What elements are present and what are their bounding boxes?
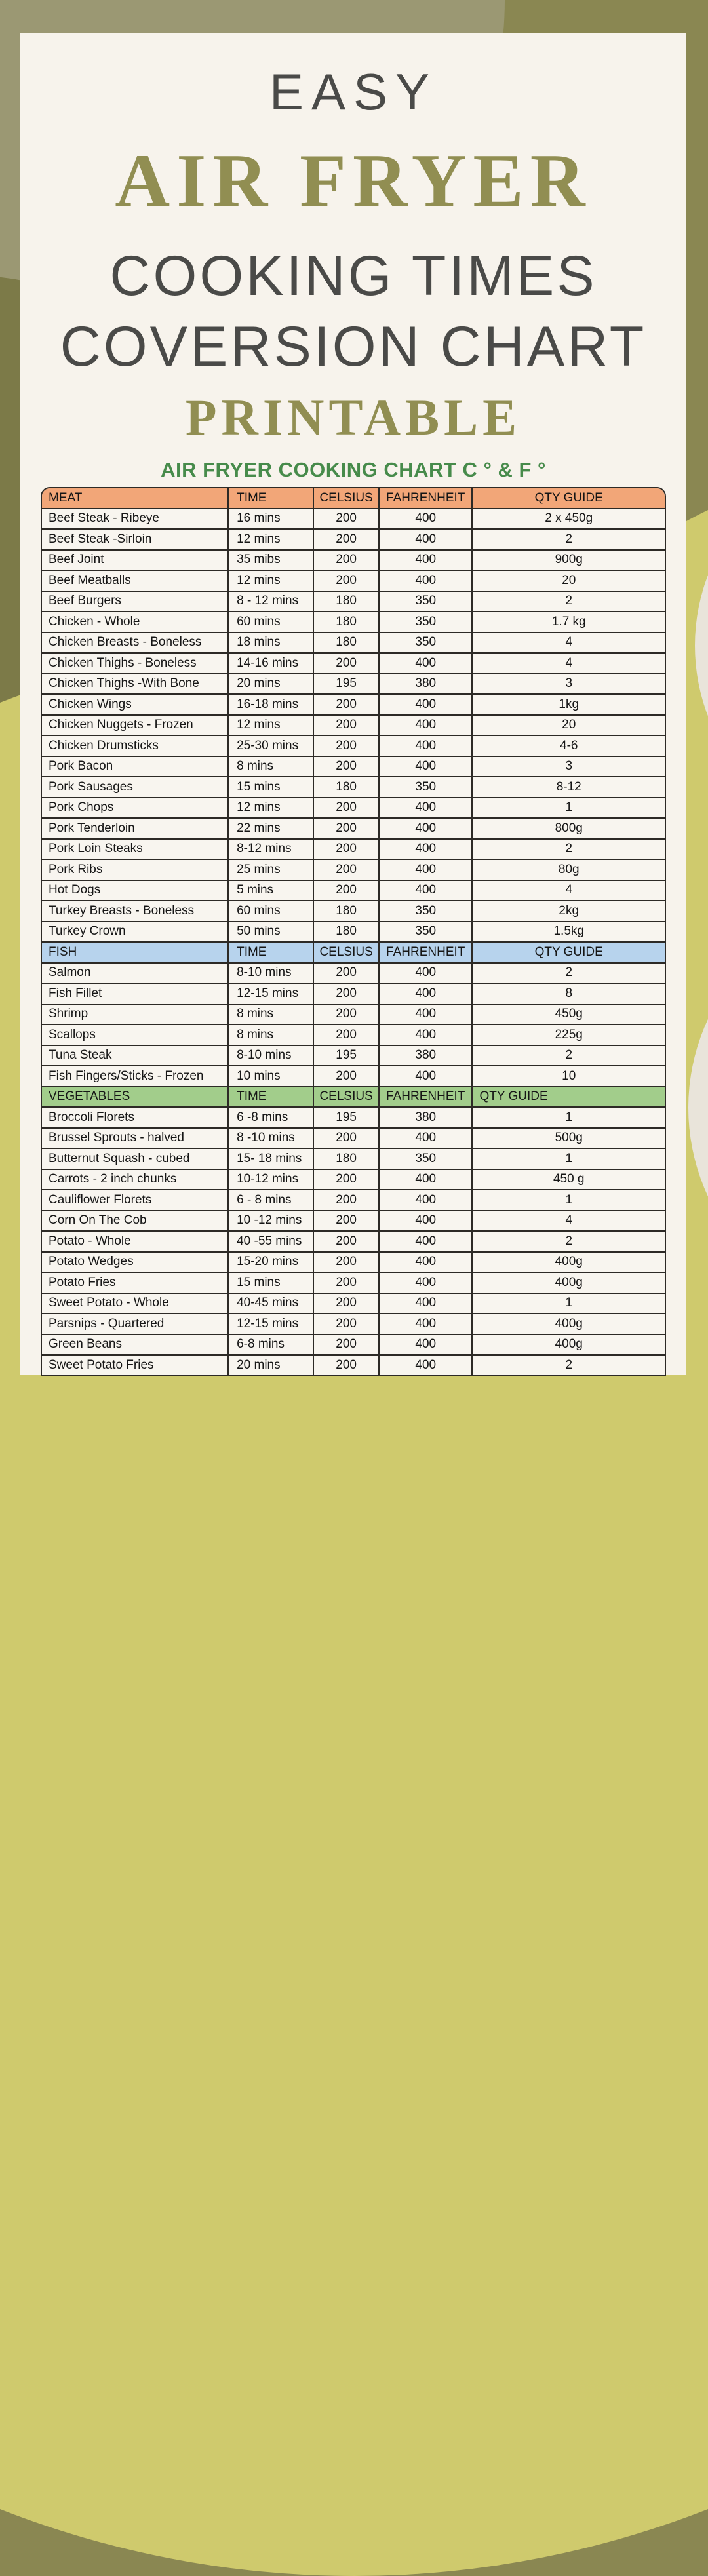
celsius-cell: 195: [313, 674, 378, 694]
time-cell: 25 mins: [227, 860, 313, 880]
table-row: [42, 797, 665, 818]
food-name-cell: Shrimp: [49, 1007, 88, 1021]
food-name-cell: Corn On The Cob: [49, 1213, 147, 1228]
food-name-cell: Potato Wedges: [49, 1255, 134, 1269]
table-row: [42, 693, 665, 714]
fahrenheit-cell: 400: [378, 1314, 472, 1334]
qty-cell: 1: [471, 1190, 665, 1210]
time-cell: 50 mins: [227, 922, 313, 942]
table-row: [42, 1251, 665, 1272]
food-name-cell: Butternut Squash - cubed: [49, 1151, 190, 1165]
table-row: [42, 859, 665, 880]
time-cell: 6-8 mins: [227, 1335, 313, 1355]
time-cell: 8-10 mins: [227, 1046, 313, 1066]
table-row: [42, 673, 665, 694]
celsius-cell: 180: [313, 777, 378, 797]
fahrenheit-cell: 400: [378, 964, 472, 983]
qty-cell: 4: [471, 881, 665, 901]
food-name-cell: Chicken - Whole: [49, 614, 140, 629]
celsius-cell: 200: [313, 1253, 378, 1272]
celsius-cell: 200: [313, 571, 378, 591]
time-cell: 8-10 mins: [227, 964, 313, 983]
table-row: [42, 1065, 665, 1086]
fahrenheit-cell: 400: [378, 1170, 472, 1190]
table-row: [42, 591, 665, 612]
qty-cell: 800g: [471, 819, 665, 838]
fahrenheit-cell: 400: [378, 1005, 472, 1025]
time-cell: 25-30 mins: [227, 736, 313, 756]
time-cell: 12 mins: [227, 716, 313, 735]
qty-cell: 4-6: [471, 736, 665, 756]
table-row: [42, 1230, 665, 1251]
food-name-cell: Pork Loin Steaks: [49, 842, 143, 856]
fahrenheit-cell: 400: [378, 1232, 472, 1251]
fahrenheit-cell: 350: [378, 633, 472, 653]
qty-cell: 80g: [471, 860, 665, 880]
fahrenheit-cell: 400: [378, 860, 472, 880]
time-cell: 6 -8 mins: [227, 1108, 313, 1127]
fahrenheit-cell: 400: [378, 736, 472, 756]
celsius-cell: 180: [313, 592, 378, 612]
food-name-cell: Beef Joint: [49, 553, 104, 567]
celsius-cell: 200: [313, 1190, 378, 1210]
fahrenheit-cell: 400: [378, 798, 472, 818]
fahrenheit-cell: 400: [378, 509, 472, 529]
qty-cell: 3: [471, 674, 665, 694]
time-cell: 12 mins: [227, 530, 313, 549]
food-name-cell: Beef Meatballs: [49, 573, 131, 587]
food-name-cell: Scallops: [49, 1027, 96, 1042]
table-row: [42, 1045, 665, 1066]
celsius-cell: 200: [313, 1314, 378, 1334]
qty-cell: 8: [471, 984, 665, 1004]
celsius-cell: 200: [313, 736, 378, 756]
printable-card: [20, 33, 686, 1375]
food-name-cell: Chicken Breasts - Boneless: [49, 635, 202, 650]
table-row: [42, 756, 665, 777]
time-cell: 12 mins: [227, 798, 313, 818]
fahrenheit-cell: 400: [378, 530, 472, 549]
fahrenheit-cell: 400: [378, 1129, 472, 1148]
table-row: [42, 1210, 665, 1231]
fahrenheit-cell: 400: [378, 1356, 472, 1375]
food-name-cell: Beef Burgers: [49, 594, 121, 608]
table-row: [42, 962, 665, 983]
celsius-cell: 200: [313, 551, 378, 570]
title-coversion-chart: COVERSION CHART: [60, 315, 647, 378]
time-cell: 60 mins: [227, 901, 313, 921]
time-cell: 16-18 mins: [227, 695, 313, 714]
food-name-cell: Chicken Thighs -With Bone: [49, 676, 199, 691]
time-cell: 10 mins: [227, 1066, 313, 1086]
column-header-celsius-cell: CELSIUS: [313, 1087, 378, 1107]
celsius-cell: 200: [313, 1025, 378, 1045]
food-name-cell: Potato Fries: [49, 1275, 116, 1289]
food-name-cell: Sweet Potato - Whole: [49, 1296, 169, 1310]
title-easy: EASY: [269, 63, 438, 121]
food-name-cell: Parsnips - Quartered: [49, 1316, 165, 1331]
qty-cell: 1: [471, 798, 665, 818]
fahrenheit-cell: 380: [378, 1108, 472, 1127]
table-row: [42, 1272, 665, 1293]
column-header-qty-cell: QTY GUIDE: [471, 943, 665, 962]
table-row: [42, 1334, 665, 1355]
table-row: [42, 632, 665, 653]
food-name-cell: Green Beans: [49, 1337, 122, 1352]
fahrenheit-cell: 400: [378, 1025, 472, 1045]
table-row: [42, 508, 665, 529]
celsius-cell: 200: [313, 1356, 378, 1375]
qty-cell: 2kg: [471, 901, 665, 921]
time-cell: 8 - 12 mins: [227, 592, 313, 612]
food-name-cell: Turkey Crown: [49, 924, 126, 939]
fahrenheit-cell: 380: [378, 674, 472, 694]
fahrenheit-cell: 400: [378, 984, 472, 1004]
food-name-cell: Beef Steak -Sirloin: [49, 532, 152, 546]
fahrenheit-cell: 400: [378, 1273, 472, 1293]
food-name-cell: Fish Fingers/Sticks - Frozen: [49, 1068, 204, 1083]
fahrenheit-cell: 350: [378, 777, 472, 797]
celsius-cell: 200: [313, 509, 378, 529]
title-cooking-times: COOKING TIMES: [109, 244, 597, 307]
celsius-cell: 180: [313, 901, 378, 921]
table-row: [42, 880, 665, 901]
fahrenheit-cell: 350: [378, 612, 472, 632]
table-row: [42, 1024, 665, 1045]
food-name-cell: Chicken Drumsticks: [49, 738, 159, 752]
table-row: [42, 921, 665, 942]
fahrenheit-cell: 400: [378, 757, 472, 777]
fahrenheit-cell: 400: [378, 819, 472, 838]
cooking-table: [41, 487, 666, 1376]
qty-cell: 450g: [471, 1005, 665, 1025]
qty-cell: 2 x 450g: [471, 509, 665, 529]
table-row: [42, 776, 665, 797]
food-name-cell: Pork Bacon: [49, 759, 113, 773]
table-row: [42, 1148, 665, 1169]
qty-cell: 400g: [471, 1335, 665, 1355]
celsius-cell: 180: [313, 922, 378, 942]
time-cell: 18 mins: [227, 633, 313, 653]
time-cell: 22 mins: [227, 819, 313, 838]
fahrenheit-cell: 400: [378, 716, 472, 735]
table-row: [42, 1313, 665, 1334]
title-air-fryer: AIR FRYER: [115, 139, 592, 223]
celsius-cell: 180: [313, 612, 378, 632]
table-row: [42, 900, 665, 921]
celsius-cell: 200: [313, 1211, 378, 1231]
fahrenheit-cell: 350: [378, 1149, 472, 1169]
table-row: [42, 714, 665, 735]
qty-cell: 4: [471, 633, 665, 653]
time-cell: 40 -55 mins: [227, 1232, 313, 1251]
time-cell: 20 mins: [227, 674, 313, 694]
time-cell: 8 -10 mins: [227, 1129, 313, 1148]
celsius-cell: 200: [313, 1066, 378, 1086]
table-row: [42, 1169, 665, 1190]
section-header-row: [42, 488, 665, 508]
time-cell: 16 mins: [227, 509, 313, 529]
qty-cell: 4: [471, 1211, 665, 1231]
celsius-cell: 200: [313, 1335, 378, 1355]
celsius-cell: 200: [313, 654, 378, 673]
qty-cell: 2: [471, 530, 665, 549]
section-header-row: [42, 941, 665, 962]
food-name-cell: Brussel Sprouts - halved: [49, 1131, 184, 1145]
time-cell: 14-16 mins: [227, 654, 313, 673]
food-name-cell: Cauliflower Florets: [49, 1192, 152, 1207]
column-header-fahrenheit-cell: FAHRENHEIT: [378, 943, 472, 962]
qty-cell: 225g: [471, 1025, 665, 1045]
column-header-time-cell: TIME: [227, 488, 313, 508]
time-cell: 35 mibs: [227, 551, 313, 570]
time-cell: 6 - 8 mins: [227, 1190, 313, 1210]
celsius-cell: 200: [313, 1273, 378, 1293]
celsius-cell: 200: [313, 1294, 378, 1314]
food-name-cell: Fish Fillet: [49, 986, 102, 1000]
fahrenheit-cell: 400: [378, 1190, 472, 1210]
fahrenheit-cell: 400: [378, 1253, 472, 1272]
column-header-fahrenheit-cell: FAHRENHEIT: [378, 488, 472, 508]
fahrenheit-cell: 350: [378, 901, 472, 921]
food-name-cell: Pork Tenderloin: [49, 821, 135, 835]
qty-cell: 1: [471, 1294, 665, 1314]
table-row: [42, 983, 665, 1004]
section-header-row: [42, 1086, 665, 1107]
time-cell: 10 -12 mins: [227, 1211, 313, 1231]
table-row: [42, 549, 665, 570]
time-cell: 12-15 mins: [227, 984, 313, 1004]
celsius-cell: 180: [313, 1149, 378, 1169]
qty-cell: 2: [471, 964, 665, 983]
qty-cell: 2: [471, 592, 665, 612]
celsius-cell: 200: [313, 964, 378, 983]
qty-cell: 900g: [471, 551, 665, 570]
food-name-cell: Chicken Thighs - Boneless: [49, 655, 197, 670]
table-row: [42, 1189, 665, 1210]
qty-cell: 1: [471, 1149, 665, 1169]
fahrenheit-cell: 380: [378, 1046, 472, 1066]
food-name-cell: Salmon: [49, 966, 91, 980]
qty-cell: 8-12: [471, 777, 665, 797]
celsius-cell: 200: [313, 798, 378, 818]
qty-cell: 2: [471, 1232, 665, 1251]
celsius-cell: 200: [313, 1170, 378, 1190]
food-name-cell: Beef Steak - Ribeye: [49, 511, 159, 526]
qty-cell: 1.5kg: [471, 922, 665, 942]
qty-cell: 500g: [471, 1129, 665, 1148]
fahrenheit-cell: 400: [378, 695, 472, 714]
fahrenheit-cell: 350: [378, 922, 472, 942]
celsius-cell: 200: [313, 860, 378, 880]
qty-cell: 2: [471, 840, 665, 859]
table-row: [42, 570, 665, 591]
table-row: [42, 1354, 665, 1375]
table-row: [42, 1106, 665, 1127]
qty-cell: 20: [471, 716, 665, 735]
time-cell: 8 mins: [227, 1025, 313, 1045]
food-name-cell: Pork Sausages: [49, 779, 133, 794]
fahrenheit-cell: 400: [378, 571, 472, 591]
time-cell: 15 mins: [227, 777, 313, 797]
table-row: [42, 1127, 665, 1148]
time-cell: 60 mins: [227, 612, 313, 632]
fahrenheit-cell: 400: [378, 1335, 472, 1355]
qty-cell: 1.7 kg: [471, 612, 665, 632]
celsius-cell: 200: [313, 881, 378, 901]
column-header-celsius-cell: CELSIUS: [313, 943, 378, 962]
celsius-cell: 200: [313, 819, 378, 838]
qty-cell: 3: [471, 757, 665, 777]
time-cell: 8 mins: [227, 1005, 313, 1025]
fahrenheit-cell: 350: [378, 592, 472, 612]
celsius-cell: 195: [313, 1046, 378, 1066]
qty-cell: 10: [471, 1066, 665, 1086]
food-name-cell: Broccoli Florets: [49, 1110, 134, 1124]
celsius-cell: 200: [313, 840, 378, 859]
table-row: [42, 735, 665, 756]
food-name-cell: Pork Chops: [49, 800, 114, 815]
column-header-celsius-cell: CELSIUS: [313, 488, 378, 508]
title-printable: PRINTABLE: [185, 389, 522, 446]
fahrenheit-cell: 400: [378, 1294, 472, 1314]
column-header-time-cell: TIME: [227, 1087, 313, 1107]
table-row: [42, 652, 665, 673]
time-cell: 8-12 mins: [227, 840, 313, 859]
table-row: [42, 817, 665, 838]
time-cell: 15- 18 mins: [227, 1149, 313, 1169]
qty-cell: 450 g: [471, 1170, 665, 1190]
column-header-time-cell: TIME: [227, 943, 313, 962]
food-name-cell: Carrots - 2 inch chunks: [49, 1172, 177, 1186]
celsius-cell: 195: [313, 1108, 378, 1127]
time-cell: 12-15 mins: [227, 1314, 313, 1334]
fahrenheit-cell: 400: [378, 881, 472, 901]
column-header-fahrenheit-cell: FAHRENHEIT: [378, 1087, 472, 1107]
qty-cell: 400g: [471, 1273, 665, 1293]
qty-cell: 1: [471, 1108, 665, 1127]
fahrenheit-cell: 400: [378, 1066, 472, 1086]
time-cell: 40-45 mins: [227, 1294, 313, 1314]
celsius-cell: 200: [313, 1129, 378, 1148]
celsius-cell: 200: [313, 757, 378, 777]
celsius-cell: 200: [313, 695, 378, 714]
qty-cell: 2: [471, 1046, 665, 1066]
food-name-cell: Turkey Breasts - Boneless: [49, 903, 195, 918]
fahrenheit-cell: 400: [378, 1211, 472, 1231]
section-label: FISH: [49, 945, 77, 959]
food-name-cell: Chicken Nuggets - Frozen: [49, 718, 193, 732]
celsius-cell: 200: [313, 716, 378, 735]
time-cell: 20 mins: [227, 1356, 313, 1375]
time-cell: 10-12 mins: [227, 1170, 313, 1190]
qty-cell: 400g: [471, 1314, 665, 1334]
fahrenheit-cell: 400: [378, 551, 472, 570]
food-name-cell: Pork Ribs: [49, 862, 103, 876]
fahrenheit-cell: 400: [378, 654, 472, 673]
food-name-cell: Hot Dogs: [49, 883, 101, 897]
section-label: MEAT: [49, 490, 83, 505]
qty-cell: 20: [471, 571, 665, 591]
table-row: [42, 611, 665, 632]
food-name-cell: Chicken Wings: [49, 697, 132, 711]
time-cell: 15 mins: [227, 1273, 313, 1293]
time-cell: 5 mins: [227, 881, 313, 901]
fahrenheit-cell: 400: [378, 840, 472, 859]
table-row: [42, 1293, 665, 1314]
celsius-cell: 180: [313, 633, 378, 653]
qty-cell: 400g: [471, 1253, 665, 1272]
table-row: [42, 838, 665, 859]
column-header-qty-cell: QTY GUIDE: [471, 488, 665, 508]
food-name-cell: Tuna Steak: [49, 1048, 112, 1063]
chart-heading: AIR FRYER COOKING CHART C ° & F °: [161, 458, 546, 481]
celsius-cell: 200: [313, 530, 378, 549]
celsius-cell: 200: [313, 1005, 378, 1025]
food-name-cell: Potato - Whole: [49, 1234, 131, 1248]
time-cell: 15-20 mins: [227, 1253, 313, 1272]
food-name-cell: Sweet Potato Fries: [49, 1357, 154, 1372]
time-cell: 12 mins: [227, 571, 313, 591]
qty-cell: 2: [471, 1356, 665, 1375]
qty-cell: 1kg: [471, 695, 665, 714]
table-row: [42, 528, 665, 549]
qty-cell: 4: [471, 654, 665, 673]
celsius-cell: 200: [313, 984, 378, 1004]
column-header-qty-cell: QTY GUIDE: [471, 1087, 665, 1107]
time-cell: 8 mins: [227, 757, 313, 777]
table-row: [42, 1004, 665, 1025]
celsius-cell: 200: [313, 1232, 378, 1251]
section-label: VEGETABLES: [49, 1089, 130, 1104]
